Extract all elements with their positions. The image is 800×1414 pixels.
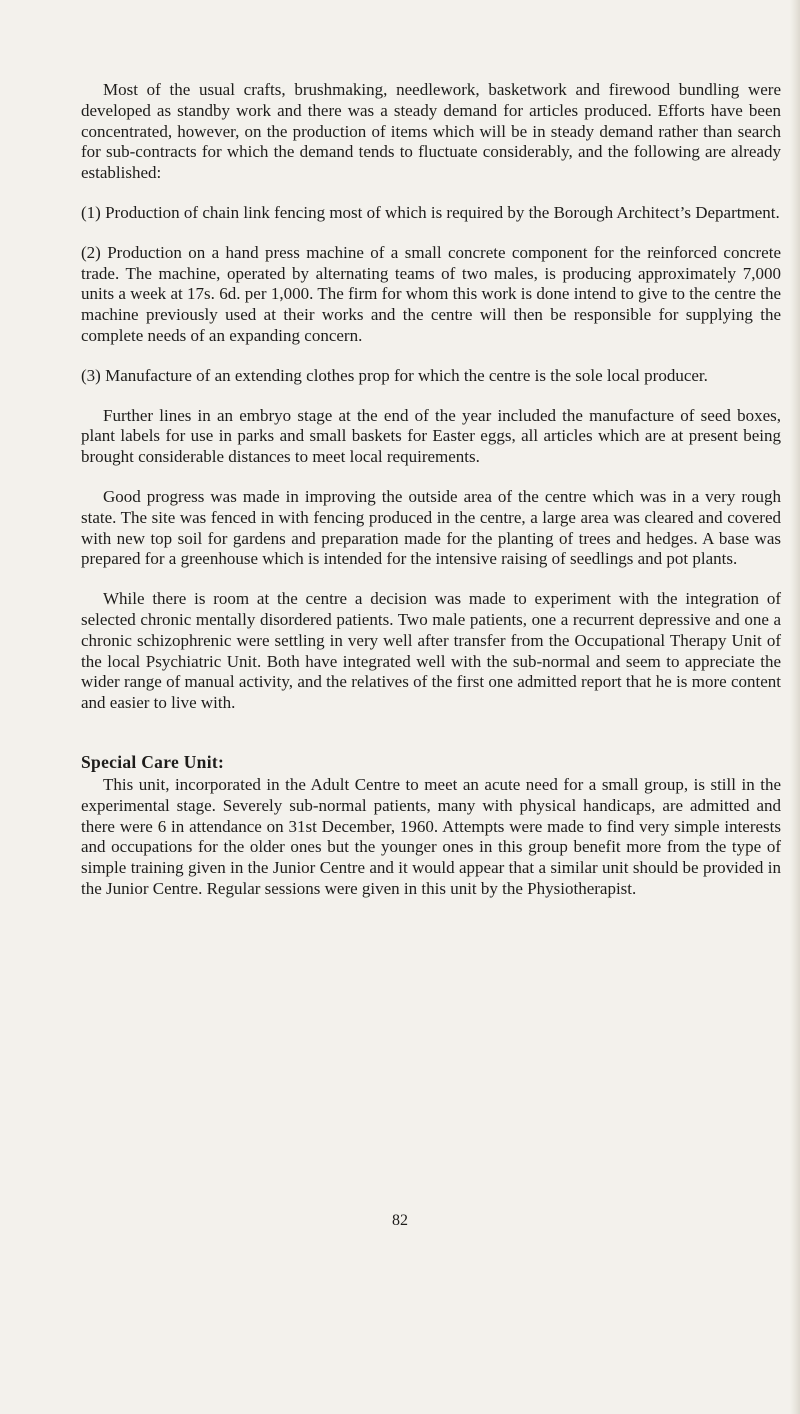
section-heading-special-care: Special Care Unit: [81, 751, 225, 772]
page-edge-shadow [790, 0, 800, 1414]
document-body [81, 80, 781, 919]
list-item-2: (2) Production on a hand press machine of a small concrete component for the reinforced concrete trade. The machine, operated by alternating teams of two males, is producing approximately 7,000 units a week at 17s. 6d. per 1,000. The firm for whom this work is done intend to give to the centre the machine previously used at their works and the centre will then be responsible for supplying the complete needs of an expanding concern. [81, 242, 781, 345]
paragraph-outside-area: Good progress was made in improving the outside area of the centre which was in a very rough state. The site was fenced in with fencing produced in the centre, a large area was cleared and covered with new top soil for gardens and preparation made for the planting of trees and hedges. A base was prepared for a greenhouse which is intended for the intensive raising of seedlings and pot plants. [81, 486, 781, 569]
paragraph-intro: Most of the usual crafts, brushmaking, needlework, basketwork and firewood bundling were developed as standby work and there was a steady demand for articles produced. Efforts have been concentrated, however, on the production of items which will be in steady demand rather than search for sub-contracts for which the demand tends to fluctuate considerably, and the following are already established: [81, 80, 781, 183]
page-number: 82 [392, 1212, 408, 1229]
paragraph-further-lines: Further lines in an embryo stage at the end of the year included the manufacture of seed boxes, plant labels for use in parks and small baskets for Easter eggs, all articles which are at present being brought considerable distances to meet local requirements. [81, 405, 781, 467]
list-item-3: (3) Manufacture of an extending clothes prop for which the centre is the sole local producer. [81, 365, 708, 385]
paragraph-integration: While there is room at the centre a decision was made to experiment with the integration of selected chronic mentally disordered patients. Two male patients, one a recurrent depressive and one a chronic schizophrenic were settling in very well after transfer from the Occupational Therapy Unit of the local Psychiatric Unit. Both have integrated well with the sub-normal and seem to appreciate the wider range of manual activity, and the relatives of the first one admitted report that he is more content and easier to live with. [81, 589, 781, 713]
paragraph-special-care: This unit, incorporated in the Adult Centre to meet an acute need for a small group, is still in the experimental stage. Severely sub-normal patients, many with physical handicaps, are admitted and there were 6 in attendance on 31st December, 1960. Attempts were made to find very simple interests and occupations for the older ones but the younger ones in this group benefit more from the type of simple training given in the Junior Centre and it would appear that a similar unit should be provided in the Junior Centre. Regular sessions were given in this unit by the Physiotherapist. [81, 774, 781, 898]
list-item-1: (1) Production of chain link fencing most of which is required by the Borough Architect’s Department. [81, 202, 780, 222]
